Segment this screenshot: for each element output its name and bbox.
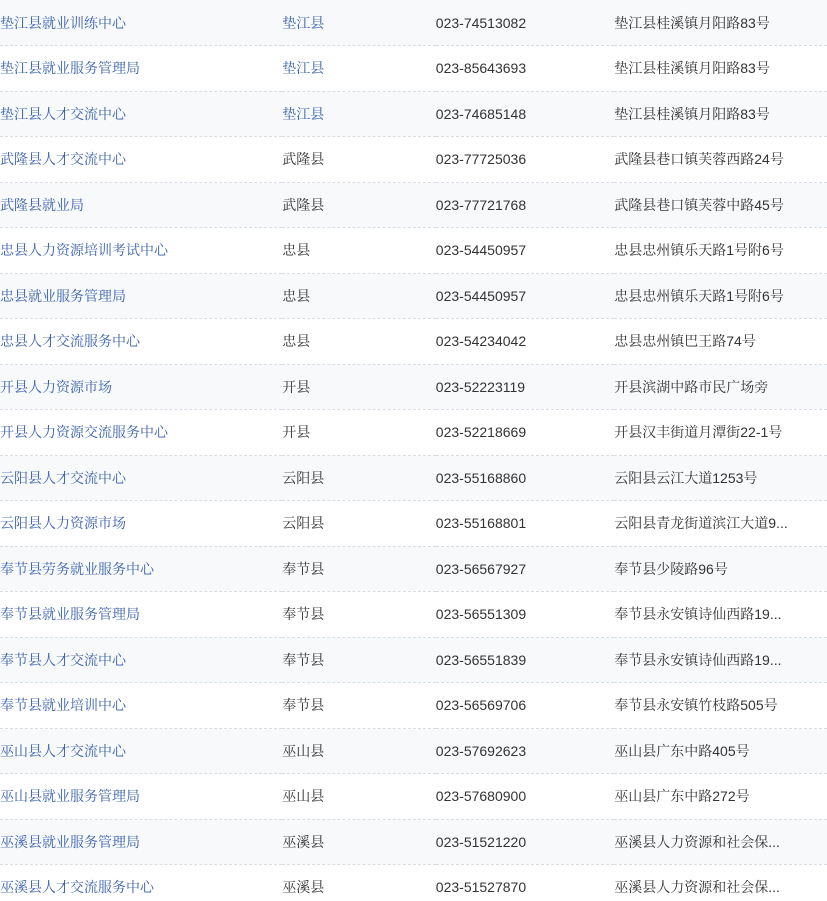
table-row xyxy=(0,137,827,183)
district-text: 奉节县 xyxy=(282,651,325,668)
table-row xyxy=(0,637,827,683)
address-cell: 奉节县永安镇竹枝路505号 xyxy=(614,683,827,729)
agency-name-link[interactable]: 云阳县人力资源市场 xyxy=(0,515,126,532)
table-row xyxy=(0,182,827,228)
table-row xyxy=(0,319,827,365)
address-cell: 巫溪县人力资源和社会保... xyxy=(614,819,827,865)
agency-name-cell xyxy=(0,819,282,865)
address-cell: 垫江县桂溪镇月阳路83号 xyxy=(614,0,827,46)
agency-name-link[interactable]: 忠县人力资源培训考试中心 xyxy=(0,242,168,259)
phone-cell: 023-51527870 xyxy=(436,865,614,901)
agency-name-link[interactable]: 开县人力资源交流服务中心 xyxy=(0,424,168,441)
district-text: 奉节县 xyxy=(282,560,325,577)
table-row xyxy=(0,728,827,774)
phone-cell: 023-77725036 xyxy=(436,137,614,183)
address-cell: 云阳县云江大道1253号 xyxy=(614,455,827,501)
district-text: 开县 xyxy=(282,424,311,441)
agency-name-cell xyxy=(0,0,282,46)
table-row xyxy=(0,273,827,319)
phone-cell: 023-56569706 xyxy=(436,683,614,729)
agency-name-cell xyxy=(0,728,282,774)
district-text: 忠县 xyxy=(282,242,311,259)
table-row xyxy=(0,774,827,820)
agency-name-link[interactable]: 奉节县人才交流中心 xyxy=(0,651,126,668)
agency-name-cell xyxy=(0,865,282,901)
agency-name-cell xyxy=(0,137,282,183)
agency-name-cell xyxy=(0,319,282,365)
agency-name-cell xyxy=(0,364,282,410)
phone-cell: 023-77721768 xyxy=(436,182,614,228)
district-cell xyxy=(282,137,436,183)
table-row xyxy=(0,364,827,410)
agency-name-cell xyxy=(0,546,282,592)
agency-name-link[interactable]: 巫山县人才交流中心 xyxy=(0,742,126,759)
district-cell xyxy=(282,319,436,365)
district-link[interactable]: 垫江县 xyxy=(282,14,325,31)
table-row xyxy=(0,592,827,638)
phone-cell: 023-85643693 xyxy=(436,46,614,92)
district-cell xyxy=(282,0,436,46)
agency-name-cell xyxy=(0,228,282,274)
agency-name-link[interactable]: 奉节县就业服务管理局 xyxy=(0,606,140,623)
phone-cell: 023-54234042 xyxy=(436,319,614,365)
address-cell: 云阳县青龙街道滨江大道9... xyxy=(614,501,827,547)
phone-cell: 023-57680900 xyxy=(436,774,614,820)
table-row xyxy=(0,865,827,901)
district-cell xyxy=(282,410,436,456)
phone-cell: 023-55168801 xyxy=(436,501,614,547)
table-row xyxy=(0,410,827,456)
agency-name-link[interactable]: 奉节县就业培训中心 xyxy=(0,697,126,714)
agency-name-link[interactable]: 巫山县就业服务管理局 xyxy=(0,788,140,805)
district-cell xyxy=(282,228,436,274)
phone-cell: 023-54450957 xyxy=(436,273,614,319)
district-text: 巫溪县 xyxy=(282,879,325,896)
table-row xyxy=(0,46,827,92)
district-cell xyxy=(282,592,436,638)
phone-cell: 023-54450957 xyxy=(436,228,614,274)
address-cell: 开县滨湖中路市民广场旁 xyxy=(614,364,827,410)
district-text: 云阳县 xyxy=(282,469,325,486)
agency-name-link[interactable]: 武隆县人才交流中心 xyxy=(0,151,126,168)
address-cell: 忠县忠州镇乐天路1号附6号 xyxy=(614,228,827,274)
address-cell: 开县汉丰街道月潭街22-1号 xyxy=(614,410,827,456)
table-row xyxy=(0,228,827,274)
phone-cell: 023-55168860 xyxy=(436,455,614,501)
district-cell xyxy=(282,455,436,501)
district-cell xyxy=(282,364,436,410)
district-cell xyxy=(282,273,436,319)
phone-cell: 023-74685148 xyxy=(436,91,614,137)
agency-name-cell xyxy=(0,182,282,228)
phone-cell: 023-56551839 xyxy=(436,637,614,683)
district-text: 开县 xyxy=(282,378,311,395)
phone-cell: 023-57692623 xyxy=(436,728,614,774)
district-text: 奉节县 xyxy=(282,606,325,623)
district-text: 云阳县 xyxy=(282,515,325,532)
district-cell xyxy=(282,728,436,774)
address-cell: 武隆县巷口镇芙蓉中路45号 xyxy=(614,182,827,228)
district-text: 巫溪县 xyxy=(282,833,325,850)
phone-cell: 023-52223119 xyxy=(436,364,614,410)
district-text: 巫山县 xyxy=(282,742,325,759)
address-cell: 武隆县巷口镇芙蓉西路24号 xyxy=(614,137,827,183)
agency-name-cell xyxy=(0,637,282,683)
agency-name-cell xyxy=(0,501,282,547)
agency-name-cell xyxy=(0,410,282,456)
district-cell xyxy=(282,683,436,729)
address-cell: 垫江县桂溪镇月阳路83号 xyxy=(614,91,827,137)
address-cell: 奉节县永安镇诗仙西路19... xyxy=(614,592,827,638)
table-row xyxy=(0,0,827,46)
agency-name-cell xyxy=(0,592,282,638)
table-row xyxy=(0,455,827,501)
agency-name-link[interactable]: 忠县人才交流服务中心 xyxy=(0,333,140,350)
phone-cell: 023-52218669 xyxy=(436,410,614,456)
district-link[interactable]: 垫江县 xyxy=(282,105,325,122)
district-cell xyxy=(282,865,436,901)
district-cell xyxy=(282,774,436,820)
phone-cell: 023-56567927 xyxy=(436,546,614,592)
address-cell: 忠县忠州镇乐天路1号附6号 xyxy=(614,273,827,319)
agency-name-link[interactable]: 忠县就业服务管理局 xyxy=(0,287,126,304)
address-cell: 忠县忠州镇巴王路74号 xyxy=(614,319,827,365)
district-text: 巫山县 xyxy=(282,788,325,805)
district-cell xyxy=(282,501,436,547)
agency-name-link[interactable]: 开县人力资源市场 xyxy=(0,378,112,395)
table-row xyxy=(0,546,827,592)
phone-cell: 023-51521220 xyxy=(436,819,614,865)
address-cell: 奉节县少陵路96号 xyxy=(614,546,827,592)
agency-name-cell xyxy=(0,683,282,729)
district-cell xyxy=(282,637,436,683)
district-cell xyxy=(282,546,436,592)
agency-name-link[interactable]: 武隆县就业局 xyxy=(0,196,84,213)
address-cell: 巫溪县人力资源和社会保... xyxy=(614,865,827,901)
district-text: 武隆县 xyxy=(282,151,325,168)
district-text: 忠县 xyxy=(282,333,311,350)
agency-name-link[interactable]: 垫江县人才交流中心 xyxy=(0,105,126,122)
district-text: 忠县 xyxy=(282,287,311,304)
address-cell: 奉节县永安镇诗仙西路19... xyxy=(614,637,827,683)
table-row xyxy=(0,501,827,547)
phone-cell: 023-74513082 xyxy=(436,0,614,46)
agency-name-cell xyxy=(0,455,282,501)
agency-name-link[interactable]: 奉节县劳务就业服务中心 xyxy=(0,560,154,577)
district-cell xyxy=(282,182,436,228)
agency-name-cell xyxy=(0,273,282,319)
agency-name-link[interactable]: 垫江县就业服务管理局 xyxy=(0,60,140,77)
district-text: 奉节县 xyxy=(282,697,325,714)
agency-name-cell xyxy=(0,91,282,137)
table-row xyxy=(0,91,827,137)
agency-name-link[interactable]: 巫溪县人才交流服务中心 xyxy=(0,879,154,896)
agency-name-link[interactable]: 巫溪县就业服务管理局 xyxy=(0,833,140,850)
district-link[interactable]: 垫江县 xyxy=(282,60,325,77)
district-cell xyxy=(282,819,436,865)
address-cell: 垫江县桂溪镇月阳路83号 xyxy=(614,46,827,92)
agency-name-link[interactable]: 云阳县人才交流中心 xyxy=(0,469,126,486)
table-row xyxy=(0,683,827,729)
district-text: 武隆县 xyxy=(282,196,325,213)
address-cell: 巫山县广东中路272号 xyxy=(614,774,827,820)
address-cell: 巫山县广东中路405号 xyxy=(614,728,827,774)
district-cell xyxy=(282,91,436,137)
agency-name-cell xyxy=(0,774,282,820)
agency-name-link[interactable]: 垫江县就业训练中心 xyxy=(0,14,126,31)
agency-name-cell xyxy=(0,46,282,92)
table-row xyxy=(0,819,827,865)
phone-cell: 023-56551309 xyxy=(436,592,614,638)
district-cell xyxy=(282,46,436,92)
